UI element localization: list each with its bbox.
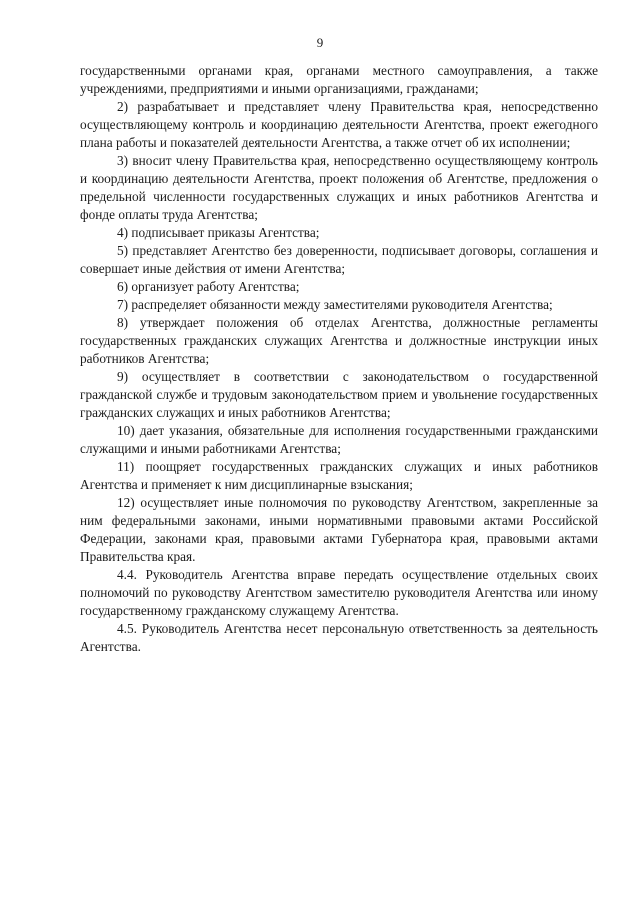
page-number: 9 <box>316 35 324 50</box>
list-item-11: 11) поощряет государственных гражданских служащих и иных работников Агентства и применяет к ним дисциплинарные взыскания; <box>80 459 598 492</box>
list-item-7: 7) распределяет обязанности между заместителями руководителя Агентства; <box>117 297 553 312</box>
list-item-6: 6) организует работу Агентства; <box>117 279 300 294</box>
section-4-4: 4.4. Руководитель Агентства вправе передать осуществление отдельных своих полномочий по руководству Агентством заместителю руководителя Агентства или иному государственному гражданскому служащему Агентства. <box>80 567 598 618</box>
list-item-9: 9) осуществляет в соответствии с законодательством о государственной гражданской службе и трудовым законодательством прием и увольнение государственных гражданских служащих и иных работников Агентства; <box>80 369 598 420</box>
list-item-4: 4) подписывает приказы Агентства; <box>117 225 320 240</box>
continuation-paragraph: государственными органами края, органами местного самоуправления, а также учреждениями, предприятиями и иными организациями, гражданами; <box>80 63 598 96</box>
list-item-5: 5) представляет Агентство без доверенности, подписывает договоры, соглашения и совершает иные действия от имени Агентства; <box>80 243 598 276</box>
list-item-12: 12) осуществляет иные полномочия по руководству Агентством, закрепленные за ним федеральными законами, иными нормативными правовыми актами Российской Федерации, законами края, правовыми актами Губернатора края, правовыми актами Правительства края. <box>80 495 598 564</box>
section-4-5: 4.5. Руководитель Агентства несет персональную ответственность за деятельность Агентства. <box>80 621 598 654</box>
list-item-10: 10) дает указания, обязательные для исполнения государственными гражданскими служащими и иными работниками Агентства; <box>80 423 598 456</box>
list-item-8: 8) утверждает положения об отделах Агентства, должностные регламенты государственных гражданских служащих Агентства и должностные инструкции иных работников Агентства; <box>80 315 598 366</box>
list-item-3: 3) вносит члену Правительства края, непосредственно осуществляющему контроль и координацию деятельности Агентства, проект положения об Агентстве, предложения о предельной численности государственных служащих и иных работников Агентства и фонде оплаты труда Агентства; <box>80 153 598 222</box>
document-body <box>80 62 598 656</box>
list-item-2: 2) разрабатывает и представляет члену Правительства края, непосредственно осуществляющему контроль и координацию деятельности Агентства, проект ежегодного плана работы и показателей деятельности Агентства, а также отчет об их исполнении; <box>80 99 598 150</box>
